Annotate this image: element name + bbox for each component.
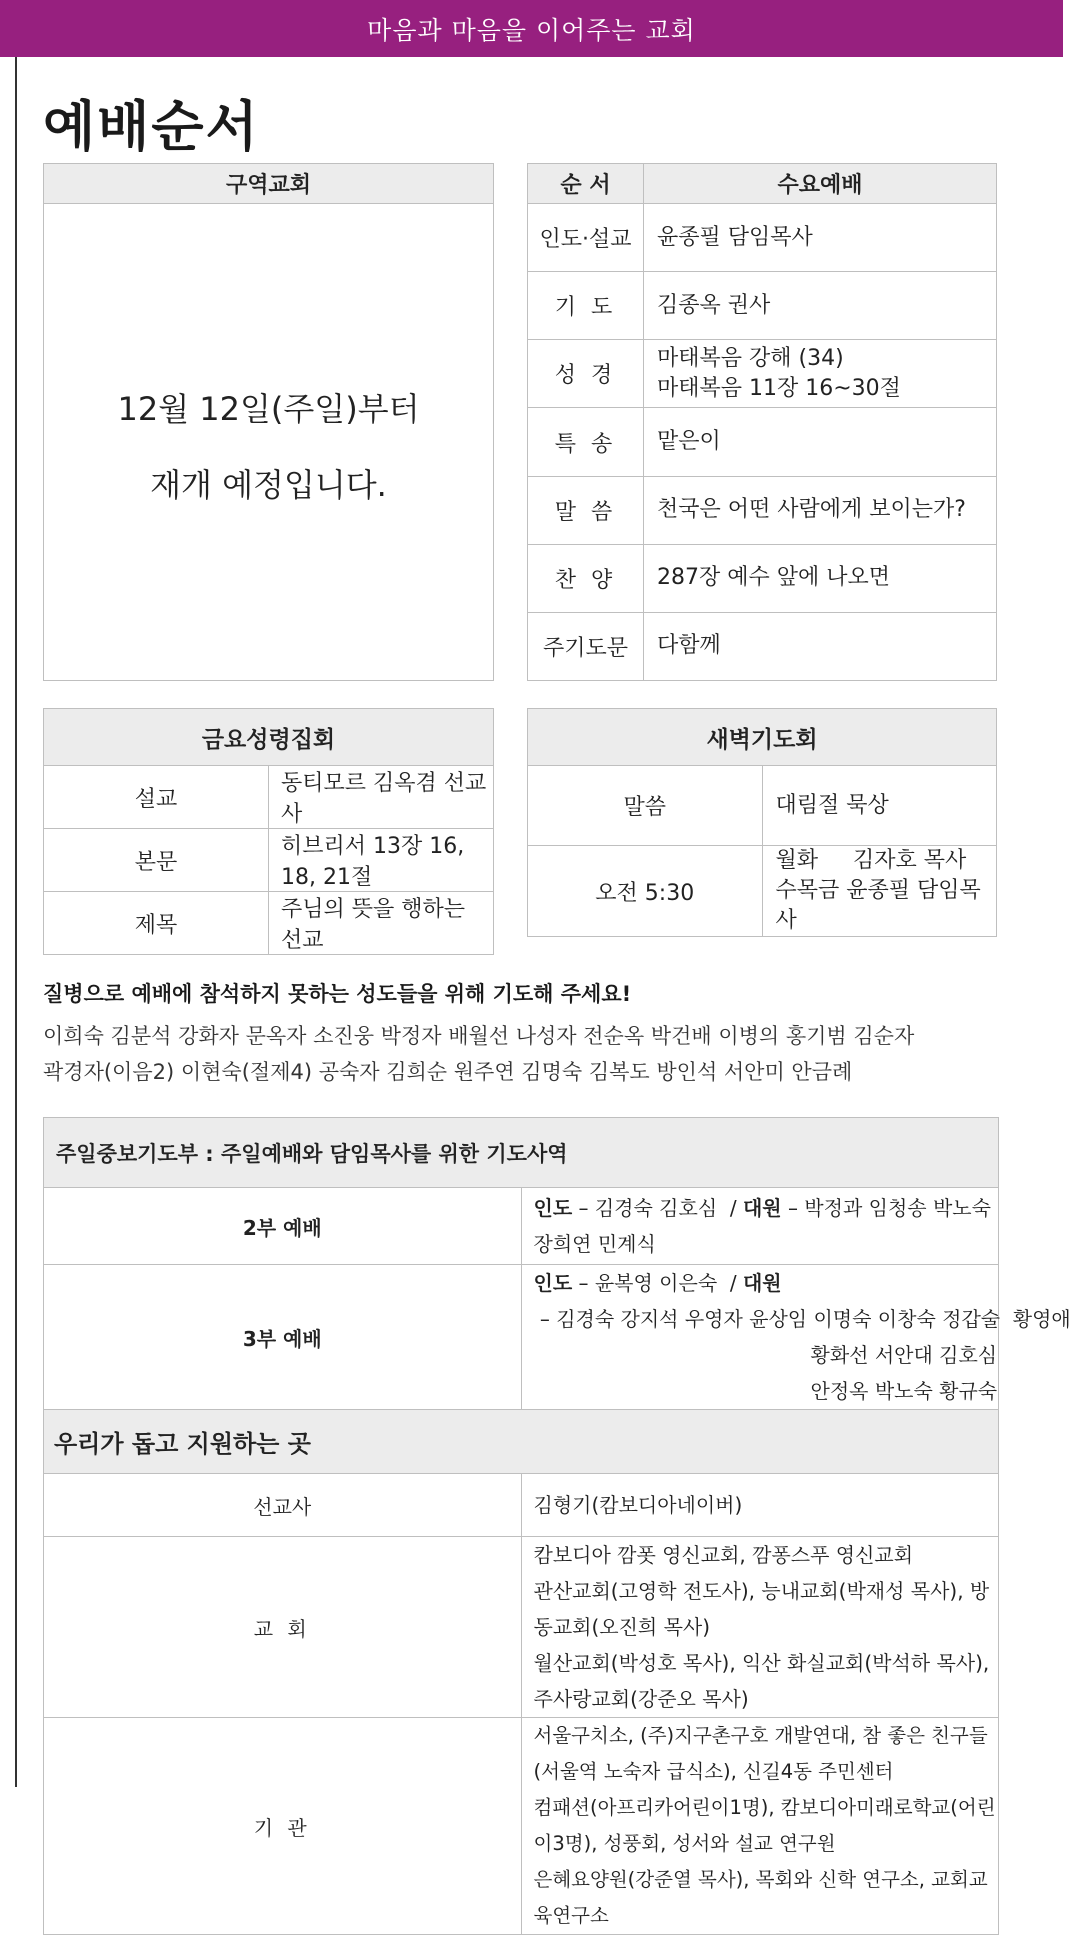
table-row: 특 송 맡은이 [528, 408, 997, 476]
district-notice [44, 204, 494, 681]
table-row: 말씀 대림절 묵상 [528, 766, 997, 846]
table-row: 성 경 마태복음 강해 (34) 마태복음 11장 16~30절 [528, 340, 997, 408]
header-banner [0, 0, 1063, 57]
page-title: 예배순서 [43, 94, 260, 158]
table-row: 선교사 김형기(캄보디아네이버) [44, 1474, 999, 1537]
wednesday-service-table [527, 163, 997, 681]
intercession-heading: 주일중보기도부 : 주일예배와 담임목사를 위한 기도사역 [44, 1118, 999, 1188]
friday-heading: 금요성령집회 [44, 709, 494, 766]
table-row: 본문 히브리서 13장 16, 18, 21절 [44, 829, 494, 892]
prayer-names-line1: 이희숙 김분석 강화자 문옥자 소진웅 박정자 배월선 나성자 전순옥 박건배 이병의 홍기범 김순자 [43, 1024, 915, 1048]
prayer-request-heading: 질병으로 예배에 참석하지 못하는 성도들을 위해 기도해 주세요! [43, 982, 632, 1006]
table-row: 제목 주님의 뜻을 행하는 선교 [44, 892, 494, 955]
district-notice-line2: 재개 예정입니다. [150, 466, 387, 504]
table-row: 설교 동티모르 김옥겸 선교사 [44, 766, 494, 829]
left-border-line [15, 57, 17, 1787]
district-heading: 구역교회 [44, 164, 494, 204]
intercession-support-table [43, 1117, 1071, 1935]
dawn-heading: 새벽기도회 [528, 709, 997, 766]
table-row: 오전 5:30 월화 김자호 목사 수목금 윤종필 담임목사 [528, 846, 997, 937]
dawn-prayer-table [527, 708, 997, 937]
friday-service-table [43, 708, 494, 955]
wednesday-column-header: 수요예배 [644, 164, 997, 204]
table-row: 기 도 김종옥 권사 [528, 272, 997, 340]
district-church-table [43, 163, 494, 681]
table-row: 2부 예배 인도 – 김경숙 김호심 / 대원 – 박정과 임청송 박노숙 장희연 민계식 [44, 1188, 999, 1265]
prayer-names-line2: 곽경자(이음2) 이현숙(절제4) 공숙자 김희순 원주연 김명숙 김복도 방인석 서안미 안금례 [43, 1060, 853, 1084]
prayer-request-section [43, 978, 1003, 1090]
table-row: 교 회 캄보디아 깜폿 영신교회, 깜퐁스푸 영신교회 관산교회(고영학 전도사), 능내교회(박재성 목사), 방동교회(오진희 목사) 월산교회(박성호 목사), 익산 화실교회(박석하 목사), 주사랑교회(강준오 목사) [44, 1537, 999, 1718]
support-heading: 우리가 돕고 지원하는 곳 [44, 1410, 999, 1474]
table-row: 기 관 서울구치소, (주)지구촌구호 개발연대, 참 좋은 친구들(서울역 노숙자 급식소), 신길4동 주민센터 컴패션(아프리카어린이1명), 캄보디아미래로학교(어린이3명), 성풍회, 성서와 설교 연구원 은혜요양원(강준열 목사), 목회와 신학 연구소, 교회교육연구소 [44, 1718, 999, 1935]
table-row: 말 씀 천국은 어떤 사람에게 보이는가? [528, 476, 997, 544]
order-column-header: 순 서 [528, 164, 644, 204]
district-notice-line1: 12월 12일(주일)부터 [117, 390, 420, 428]
table-row: 3부 예배 인도 – 윤복영 이은숙 / 대원 – 김경숙 강지석 우영자 윤상임 이명숙 이창숙 정갑술 황영애 황화선 서안대 김호심 안정옥 박노숙 황규숙 [44, 1265, 999, 1410]
table-row: 주기도문 다함께 [528, 612, 997, 680]
church-tagline: 마음과 마음을 이어주는 교회 [367, 15, 696, 45]
table-row: 인도·설교 윤종필 담임목사 [528, 204, 997, 272]
table-row: 찬 양 287장 예수 앞에 나오면 [528, 544, 997, 612]
